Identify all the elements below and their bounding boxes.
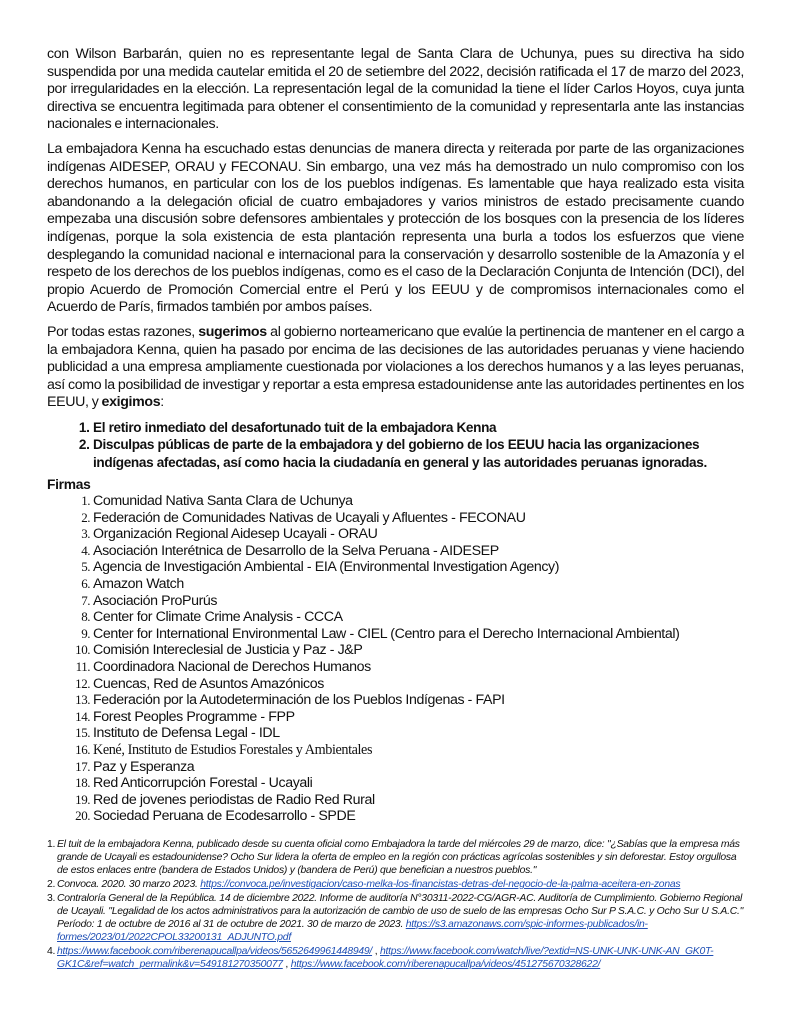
document-body: [47, 46, 744, 825]
footnote-number: 3.: [47, 893, 56, 904]
para3-text-2: al gobierno norteamericano que evalúe la pertinencia de mantener en el cargo a la embajadora Kenna, quien ha pasado por encima de las decisiones de las autoridades peruanas y viene haciendo publicidad a una empresa ampliamente cuestionada por violaciones a los derechos humanos y a las leyes peruanas, así como la posibilidad de investigar y reportar a esta empresa estadounidense ante las autoridades pertinentes en los EEUU, y: [47, 323, 744, 411]
footnote-text: El tuit de la embajadora Kenna, publicado desde su cuenta oficial como Embajadora la tarde del miércoles 29 de marzo, dice: "¿Sabías que la empresa más grande de Ucayali es estadounidense? Ocho Sur lidera la oferta de empleo en la región con prácticas agrícolas sostenibles y sin deforestar. Estoy orgullosa de estos enlaces entre (bandera de Estados Unidos) y (bandera de Perú) que benefician a nuestros pueblos.": [57, 839, 740, 876]
demand-item: 1. El retiro inmediato del desafortunado tuit de la embajadora Kenna: [93, 419, 744, 436]
sugerimos-bold: sugerimos: [198, 323, 267, 340]
signer-item: 1. Comunidad Nativa Santa Clara de Uchunya: [93, 493, 683, 510]
link-separator: ,: [282, 959, 291, 970]
footnote-link[interactable]: https://www.facebook.com/riberenapucallpa/videos/5652649961448949/: [57, 946, 373, 957]
footnote-2: [47, 878, 747, 891]
signer-item: [93, 742, 683, 759]
demand-item: 2. Disculpas públicas de parte de la embajadora y del gobierno de los EEUU hacia las organizaciones indígenas afectadas, así como hacia la ciudadanía en general y las autoridades peruanas ignoradas.: [93, 436, 744, 471]
footnote-3: [47, 892, 747, 944]
footnote-link[interactable]: https://convoca.pe/investigacion/caso-melka-los-financistas-detras-del-negocio-de-la-palma-aceitera-en-zonas: [200, 879, 681, 890]
signer-item: 4. Asociación Interétnica de Desarrollo de la Selva Peruana - AIDESEP: [93, 543, 683, 560]
para3-text-3: :: [160, 394, 164, 411]
footnote-link[interactable]: https://s3.amazonaws.com/spic-informes-publicados/in-formes/2023/01/2022CPOL33200131_ADJUNTO.pdf: [57, 919, 648, 943]
signer-item: 9. Center for International Environmental Law - CIEL (Centro para el Derecho Internacional Ambiental): [93, 626, 683, 643]
signer-item: 14. Forest Peoples Programme - FPP: [93, 709, 683, 726]
signer-item: 8. Center for Climate Crime Analysis - CCCA: [93, 609, 683, 626]
footnote-text: Contraloría General de la República. 14 de diciembre 2022. Informe de auditoría N°30311-2022-CG/AGR-AC. Auditoría de Cumplimiento. Gobierno Regional de Ucayali. "Legalidad de los actos administrativos para la autorización de cambio de uso de suelo de las empresas Ocho Sur P S.A.C. y Ocho Sur U S.A.C." Período: 1 de octubre de 2016 al 31 de octubre de 2021. 30 de marzo de 2023.: [57, 893, 744, 930]
link-separator: ,: [372, 946, 380, 957]
footnote-number: 2.: [47, 879, 56, 890]
signer-item: 5. Agencia de Investigación Ambiental - EIA (Environmental Investigation Agency): [93, 559, 683, 576]
paragraph-3: [47, 324, 744, 412]
footnote-number: 1.: [47, 839, 56, 850]
paragraph-1: con Wilson Barbarán, quien no es representante legal de Santa Clara de Uchunya, pues su directiva ha sido suspendida por una medida cautelar emitida el 20 de setiembre del 2022, decisión ratificada el 17 de marzo del 2023, por irregularidades en la elección. La representación legal de la comunidad la tiene el líder Carlos Hoyos, cuya junta directiva se encuentra legitimada para obtener el consentimiento de la comunidad y representarla ante las instancias nacionales e internacionales.: [47, 46, 744, 133]
signer-item: 10. Comisión Intereclesial de Justicia y Paz - J&P: [93, 642, 683, 659]
signer-item: 13. Federación por la Autodeterminación de los Pueblos Indígenas - FAPI: [93, 692, 683, 709]
footnote-link[interactable]: https://www.facebook.com/riberenapucallpa/videos/451275670328622/: [290, 959, 601, 970]
signatures-heading: Firmas: [47, 477, 91, 493]
footnote-1: [47, 838, 747, 877]
demands-list: [47, 419, 744, 471]
signer-16-prefix: Kené,: [93, 742, 128, 758]
footnote-4: [47, 945, 747, 971]
signer-item: 12. Cuencas, Red de Asuntos Amazónicos: [93, 676, 683, 693]
signer-item: 15. Instituto de Defensa Legal - IDL: [93, 725, 683, 742]
signer-item: 18. Red Anticorrupción Forestal - Ucayali: [93, 775, 683, 792]
signer-item: 2. Federación de Comunidades Nativas de Ucayali y Afluentes - FECONAU: [93, 510, 683, 527]
paragraph-2: La embajadora Kenna ha escuchado estas denuncias de manera directa y reiterada por parte de las organizaciones indígenas AIDESEP, ORAU y FECONAU. Sin embargo, una vez más ha demostrado un nulo compromiso con los derechos humanos, en particular con los de los pueblos indígenas. Es lamentable que haya realizado esta visita abandonando a la delegación oficial de cuatro embajadores y varios ministros de estado precisamente cuando empezaba una discusión sobre defensores ambientales y protección de los bosques con la presencia de los líderes indígenas, porque la sola existencia de esta plantación representa una burla a todos los esfuerzos que viene desplegando la comunidad nacional e internacional para la conservación y desarrollo sostenible de la Amazonía y el respeto de los derechos de los pueblos indígenas, como es el caso de la Declaración Conjunta de Intención (DCI), del propio Acuerdo de Promoción Comercial entre el Perú y los EEUU y de compromisos internacionales como el Acuerdo de París, firmados también por ambos países.: [47, 140, 744, 316]
footnote-link[interactable]: https://www.facebook.com/watch/live/?extid=NS-UNK-UNK-UNK-AN_GK0T-GK1C&ref=watch_permalink&v=549181270350077: [57, 946, 714, 970]
para3-text-1: Por todas estas razones,: [47, 323, 199, 340]
signer-item: 6. Amazon Watch: [93, 576, 683, 593]
footnote-number: 4.: [47, 946, 56, 957]
signer-item: 7. Asociación ProPurús: [93, 593, 683, 610]
exigimos-bold: exigimos: [101, 394, 161, 411]
signer-item: 19. Red de jovenes periodistas de Radio Red Rural: [93, 792, 683, 809]
signer-item: 3. Organización Regional Aidesep Ucayali - ORAU: [93, 526, 683, 543]
footnote-text: Convoca. 2020. 30 marzo 2023.: [57, 879, 198, 890]
signer-item: 20. Sociedad Peruana de Ecodesarrollo - SPDE: [93, 808, 683, 825]
signer-item: 11. Coordinadora Nacional de Derechos Humanos: [93, 659, 683, 676]
signer-16-name: Instituto de Estudios Forestales y Ambientales: [127, 742, 373, 758]
footnotes: [47, 838, 747, 972]
signers-list: [47, 493, 683, 825]
signer-item: 17. Paz y Esperanza: [93, 759, 683, 776]
